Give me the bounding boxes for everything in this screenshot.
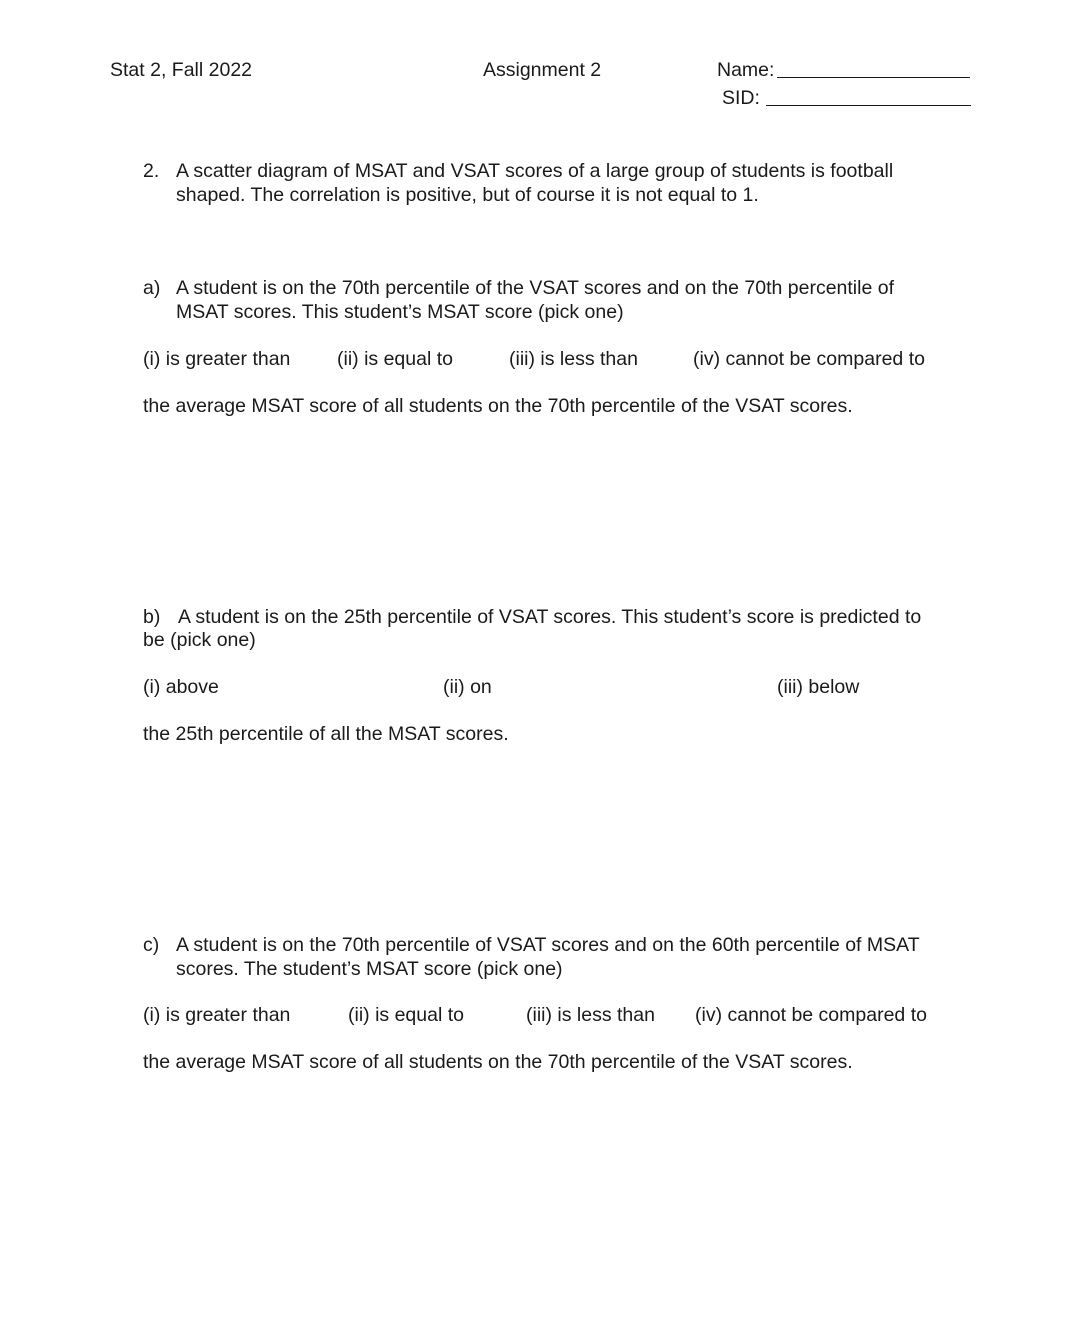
part-c-option-iii: (iii) is less than xyxy=(526,1004,655,1026)
question-intro-line1: A scatter diagram of MSAT and VSAT scores of a large group of students is football xyxy=(176,160,894,182)
part-c-line2: scores. The student’s MSAT score (pick one) xyxy=(176,958,563,980)
part-b-line2: be (pick one) xyxy=(143,629,256,651)
part-b-option-iii: (iii) below xyxy=(777,676,860,698)
course-title: Stat 2, Fall 2022 xyxy=(110,59,253,81)
part-b-tail: the 25th percentile of all the MSAT scores. xyxy=(143,723,509,745)
name-field-line xyxy=(777,77,970,78)
part-a-option-ii: (ii) is equal to xyxy=(337,348,453,370)
part-a-label: a) xyxy=(143,277,161,299)
question-number: 2. xyxy=(143,160,160,182)
part-c-option-i: (i) is greater than xyxy=(143,1004,291,1026)
part-b-option-i: (i) above xyxy=(143,676,219,698)
sid-label: SID: xyxy=(722,87,760,109)
part-c-option-iv: (iv) cannot be compared to xyxy=(695,1004,927,1026)
part-a-line2: MSAT scores. This student’s MSAT score (pick one) xyxy=(176,301,624,323)
part-b-label: b) xyxy=(143,606,161,628)
name-label: Name: xyxy=(717,59,775,81)
part-a-tail: the average MSAT score of all students on the 70th percentile of the VSAT scores. xyxy=(143,395,853,417)
part-c-option-ii: (ii) is equal to xyxy=(348,1004,464,1026)
part-c-label: c) xyxy=(143,934,160,956)
part-c-line1: A student is on the 70th percentile of VSAT scores and on the 60th percentile of MSAT xyxy=(176,934,920,956)
part-a-line1: A student is on the 70th percentile of the VSAT scores and on the 70th percentile of xyxy=(176,277,894,299)
part-c-tail: the average MSAT score of all students on the 70th percentile of the VSAT scores. xyxy=(143,1051,853,1073)
part-a-option-iv: (iv) cannot be compared to xyxy=(693,348,925,370)
part-b-line1: A student is on the 25th percentile of VSAT scores. This student’s score is predicted to xyxy=(178,606,922,628)
part-a-option-i: (i) is greater than xyxy=(143,348,291,370)
question-intro-line2: shaped. The correlation is positive, but of course it is not equal to 1. xyxy=(176,184,759,206)
sid-field-line xyxy=(766,105,971,106)
part-b-option-ii: (ii) on xyxy=(443,676,492,698)
assignment-title: Assignment 2 xyxy=(483,59,602,81)
part-a-option-iii: (iii) is less than xyxy=(509,348,638,370)
